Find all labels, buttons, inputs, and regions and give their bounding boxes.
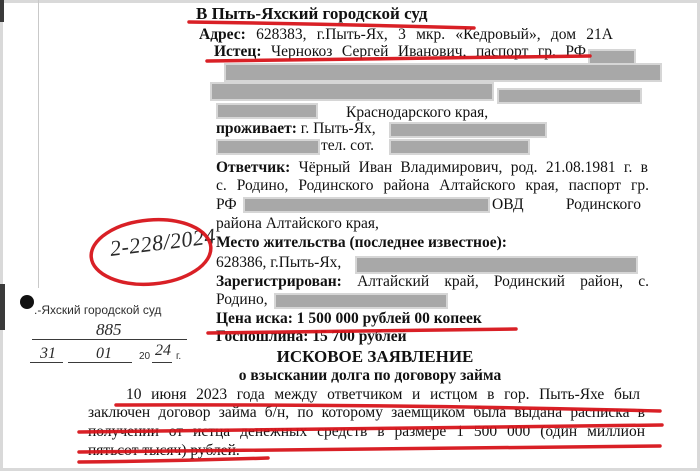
redaction-block [499,90,640,102]
redaction-block [212,84,492,99]
defendant-registered-line-2: Родино, [216,291,268,308]
redaction-block [276,295,446,307]
defendant-residence-label: Место жительства (последнее известное): [216,234,507,251]
plaintiff-residence-city: г. Пыть-Ях, [300,120,376,137]
document-subtitle: о взыскании долга по договору займа [238,367,502,384]
defendant-residence-address: 628386, г.Пыть-Ях, [216,254,342,271]
redaction-block [218,141,318,153]
address-value: 628383, г.Пыть-Ях, 3 мкр. «Кедровый», дом 21А [256,26,613,43]
defendant-registered-value: Алтайский край, Родинский район, с. [357,273,649,290]
scan-edge-mark [0,284,5,330]
plaintiff-phone-label: тел. сот. [321,137,375,154]
addressee: В Пыть-Яхский городской суд [196,4,428,23]
body-line: получении от истца денежных средств в размере 1 500 000 (один миллион [88,423,645,440]
stamp-day: 31 [40,345,56,362]
body-line: 10 июня 2023 года между ответчиком и истцом в гор. Пыть-Яхе был [126,386,640,403]
body-line: заключен договор займа б/н, по которому заемщиком была выдана расписка в [88,404,645,421]
address-line [199,26,613,44]
handwritten-case-number: 2-228/2024 [108,223,218,261]
plaintiff-residence-line [216,120,376,138]
redaction-block [590,51,634,64]
defendant-line-1 [216,159,648,177]
stamp-year-prefix: 20 [139,351,151,362]
defendant-registered-label: Зарегистрирован: [216,273,342,290]
stamp-incoming-number: 885 [96,320,122,339]
state-fee: Госпошлина: 15 700 рублей [216,328,407,345]
redaction-block [391,124,545,136]
stamp-month: 01 [96,345,112,362]
defendant-registered-line-1 [216,273,649,291]
plaintiff-region: Краснодарского края, [346,104,489,121]
defendant-line-4: района Алтайского края, [216,215,379,232]
redaction-block [357,258,636,272]
stamp-month-line [68,362,132,363]
redaction-block [245,199,488,211]
redaction-block [391,141,528,153]
defendant-name-birth: Чёрный Иван Владимирович, род. 21.08.1981 г. в [298,159,648,176]
stamp-year-line [152,362,172,363]
plaintiff-name-passport: Чернокоз Сергей Иванович, паспорт гр. РФ [271,43,586,60]
stamp-day-line [30,362,63,363]
plaintiff-line [214,43,586,61]
plaintiff-residence-label: проживает: [216,120,297,137]
body-line: пятьсот тысяч) рублей. [88,442,240,459]
stamp-number-line [32,339,187,340]
redaction-block [226,65,660,80]
document-title: ИСКОВОЕ ЗАЯВЛЕНИЕ [276,347,474,366]
punch-hole [20,295,34,309]
stamp-year-suffix: г. [176,351,182,362]
address-label: Адрес: [199,26,246,43]
defendant-label: Ответчик: [216,159,291,176]
scan-edge-mark [0,0,4,22]
claim-price: Цена иска: 1 500 000 рублей 00 копеек [216,310,482,327]
defendant-passport-suffix: ОВД Родинского [492,196,641,213]
margin-line [38,0,39,288]
defendant-passport-prefix: РФ [216,196,237,213]
defendant-line-2: с. Родино, Родинского района Алтайского края, паспорт гр. [216,177,649,194]
stamp-year: 24 [155,342,171,359]
plaintiff-label: Истец: [214,43,262,60]
stamp-court-name: .-Яхский городской суд [34,303,162,317]
redaction-block [218,105,316,117]
